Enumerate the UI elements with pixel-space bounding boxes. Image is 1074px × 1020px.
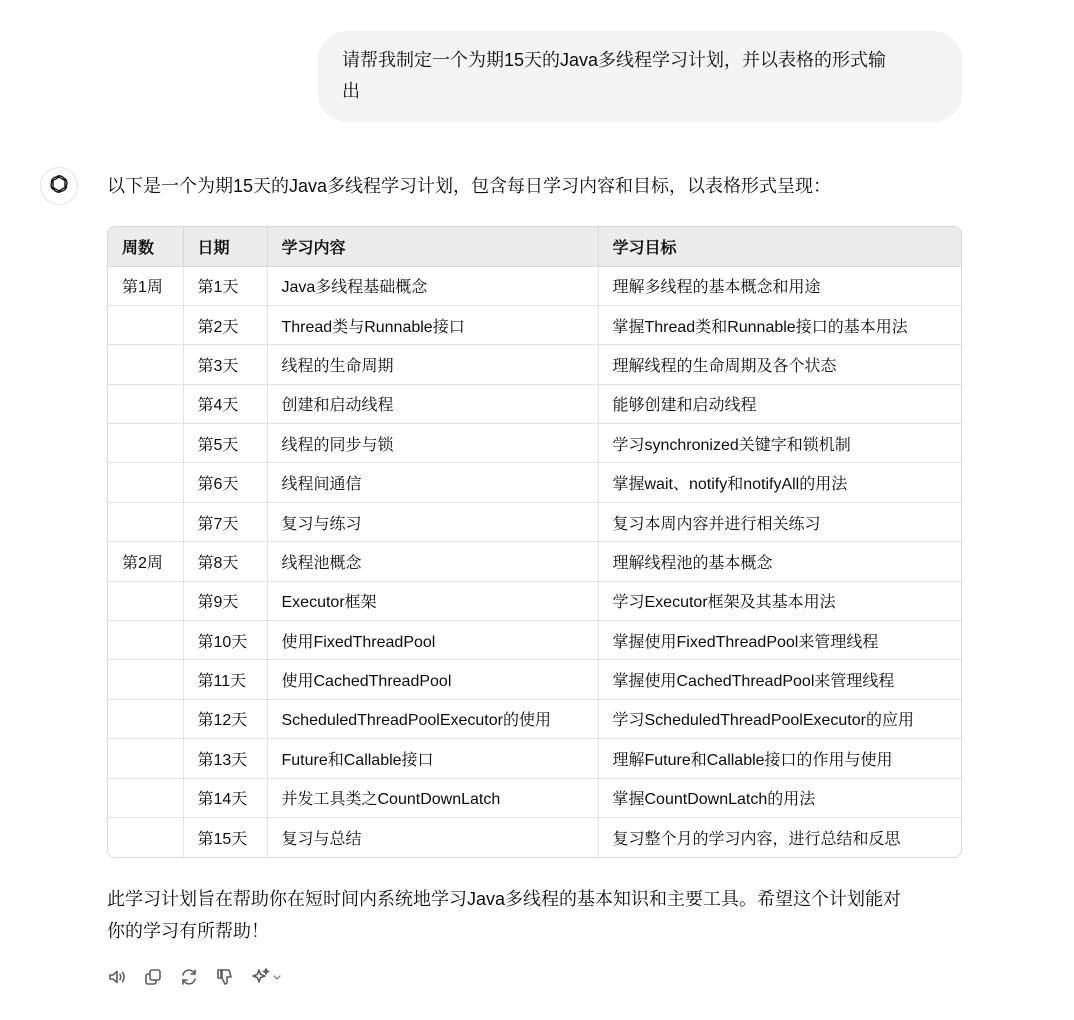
table-row [108,424,961,463]
table-row [108,542,961,581]
cell-goal: 掌握Thread类和Runnable接口的基本用法 [598,305,961,344]
cell-day: 第3天 [183,345,267,384]
regenerate-button[interactable] [175,963,203,991]
cell-week [108,424,183,463]
sparkle-icon [251,967,271,987]
read-aloud-button[interactable] [103,963,131,991]
cell-week [108,699,183,738]
cell-day: 第15天 [183,817,267,856]
cell-content: Executor框架 [267,581,598,620]
cell-week: 第2周 [108,542,183,581]
cell-day: 第1天 [183,266,267,305]
cell-day: 第6天 [183,463,267,502]
header-content: 学习内容 [267,227,598,266]
outro-line: 你的学习有所帮助！ [107,921,269,941]
message-actions-bar [103,963,287,991]
table-row [108,502,961,541]
switch-model-button[interactable] [247,963,287,991]
table-row [108,778,961,817]
cell-content: 使用CachedThreadPool [267,660,598,699]
cell-goal: 理解Future和Callable接口的作用与使用 [598,739,961,778]
chevron-down-icon [271,971,283,983]
table-row [108,345,961,384]
cell-goal: 掌握使用CachedThreadPool来管理线程 [598,660,961,699]
cell-goal: 理解线程池的基本概念 [598,542,961,581]
cell-day: 第7天 [183,502,267,541]
cell-week [108,305,183,344]
cell-goal: 掌握wait、notify和notifyAll的用法 [598,463,961,502]
outro-line: 此学习计划旨在帮助你在短时间内系统地学习Java多线程的基本知识和主要工具。希望这个计划能对 [107,889,902,909]
cell-week [108,660,183,699]
cell-week [108,778,183,817]
table-row [108,463,961,502]
cell-day: 第9天 [183,581,267,620]
cell-goal: 理解线程的生命周期及各个状态 [598,345,961,384]
cell-goal: 学习synchronized关键字和锁机制 [598,424,961,463]
cell-week [108,345,183,384]
cell-goal: 掌握CountDownLatch的用法 [598,778,961,817]
copy-icon [143,967,163,987]
cell-week [108,384,183,423]
table-row [108,266,961,305]
table-row [108,305,961,344]
assistant-intro-text: 以下是一个为期15天的Java多线程学习计划，包含每日学习内容和目标，以表格形式呈现： [107,176,832,196]
cell-day: 第11天 [183,660,267,699]
table-row [108,660,961,699]
table-row [108,739,961,778]
header-day: 日期 [183,227,267,266]
assistant-avatar [40,167,78,205]
cell-content: 复习与练习 [267,502,598,541]
cell-day: 第12天 [183,699,267,738]
regenerate-icon [179,967,199,987]
cell-day: 第14天 [183,778,267,817]
cell-content: ScheduledThreadPoolExecutor的使用 [267,699,598,738]
cell-goal: 学习Executor框架及其基本用法 [598,581,961,620]
cell-week [108,739,183,778]
cell-content: Thread类与Runnable接口 [267,305,598,344]
user-message-bubble [318,31,962,122]
table-row [108,699,961,738]
openai-logo-icon [48,173,70,200]
assistant-outro-text [107,883,967,947]
user-message-line: 请帮我制定一个为期15天的Java多线程学习计划，并以表格的形式输 [342,50,887,70]
cell-content: 复习与总结 [267,817,598,856]
cell-content: 线程的同步与锁 [267,424,598,463]
header-goal: 学习目标 [598,227,961,266]
copy-button[interactable] [139,963,167,991]
cell-goal: 复习整个月的学习内容，进行总结和反思 [612,830,901,848]
cell-goal: 复习本周内容并进行相关练习 [598,502,961,541]
cell-content: 并发工具类之CountDownLatch [267,778,598,817]
header-week: 周数 [108,227,183,266]
cell-content: Java多线程基础概念 [267,266,598,305]
cell-goal: 学习ScheduledThreadPoolExecutor的应用 [598,699,961,738]
cell-goal: 掌握使用FixedThreadPool来管理线程 [598,621,961,660]
cell-day: 第13天 [183,739,267,778]
table-header-row [108,227,961,266]
thumbs-down-button[interactable] [211,963,239,991]
cell-content: 创建和启动线程 [267,384,598,423]
cell-content: Future和Callable接口 [267,739,598,778]
thumbs-down-icon [215,967,235,987]
cell-content: 使用FixedThreadPool [267,621,598,660]
cell-week: 第1周 [108,266,183,305]
cell-day: 第8天 [183,542,267,581]
cell-goal: 能够创建和启动线程 [598,384,961,423]
cell-goal: 理解多线程的基本概念和用途 [598,266,961,305]
table-row [108,581,961,620]
user-message-line: 出 [342,81,360,101]
cell-content: 线程的生命周期 [267,345,598,384]
read-aloud-icon [107,967,127,987]
cell-day: 第2天 [183,305,267,344]
cell-week [108,817,183,856]
table-row [108,817,961,856]
cell-day: 第10天 [183,621,267,660]
cell-week [108,463,183,502]
cell-week [108,502,183,541]
table-row [108,621,961,660]
cell-day: 第4天 [183,384,267,423]
cell-content: 线程池概念 [267,542,598,581]
cell-week [108,581,183,620]
table-row [108,384,961,423]
study-plan-table [107,226,962,858]
cell-content: 线程间通信 [267,463,598,502]
cell-day: 第5天 [183,424,267,463]
cell-week [108,621,183,660]
